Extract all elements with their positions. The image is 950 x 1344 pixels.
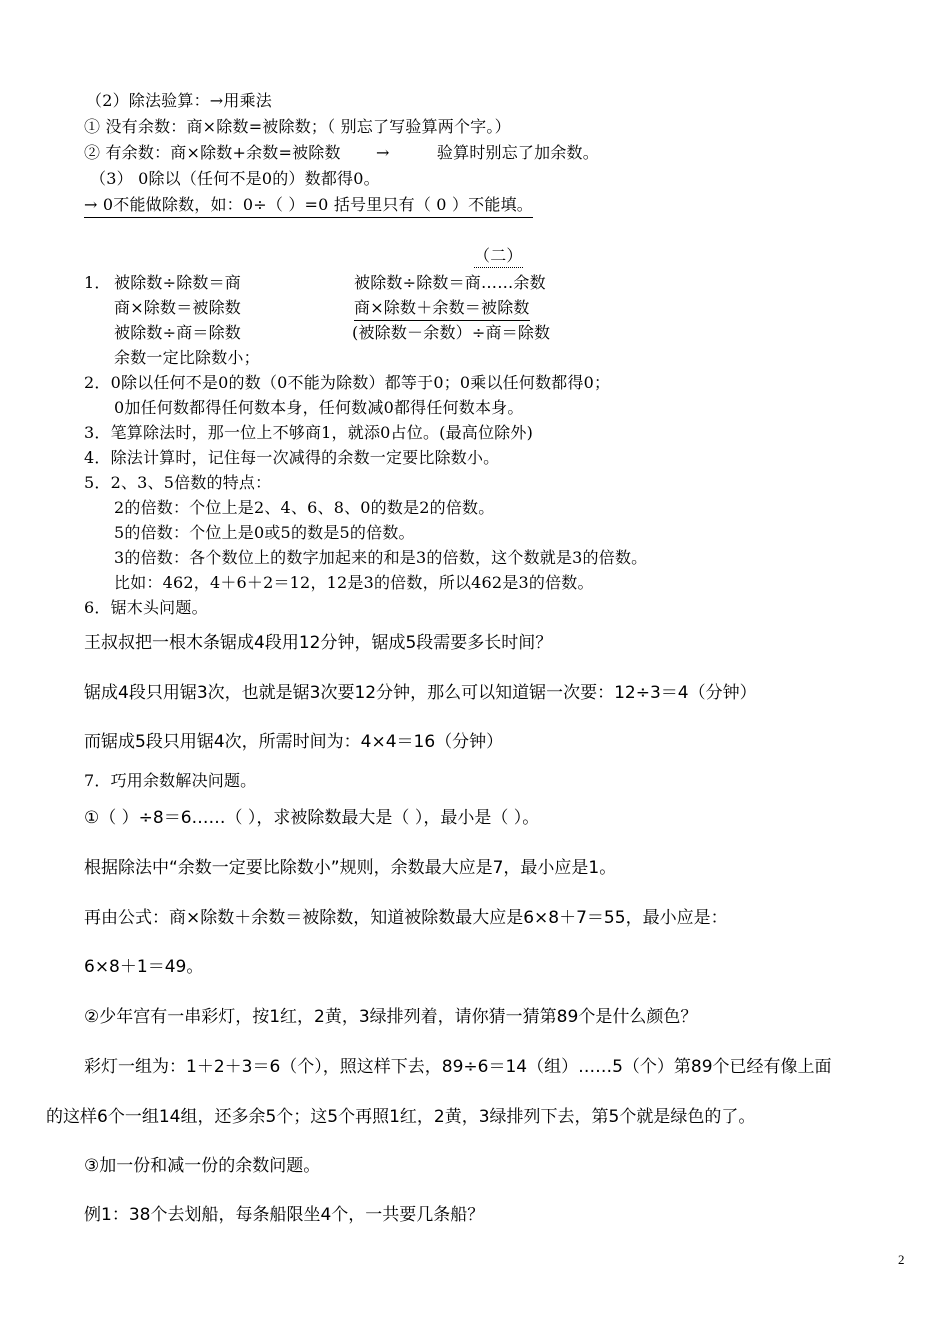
item3: 3．笔算除法时，那一位上不够商1，就添0占位。(最高位除外)	[84, 423, 534, 442]
multiples-of-2: 2的倍数：个位上是2、4、6、8、0的数是2的倍数。	[114, 498, 495, 517]
item5-heading: 5．2、3、5倍数的特点：	[84, 473, 272, 492]
with-remainder-note: 验算时别忘了加余数。	[436, 143, 599, 162]
formula-quotient-remainder: 被除数÷除数＝商……余数	[354, 273, 546, 292]
lights-answer-2: 的这样6个一组14组，还多余5个；这5个再照1红，2黄，3绿排列下去，第5个就是绿色的了。	[46, 1107, 756, 1127]
sawing-question: 王叔叔把一根木条锯成4段用12分钟，锯成5段需要多长时间？	[84, 633, 553, 653]
item2-line1: 2．0除以任何不是0的数（0不能为除数）都等于0；0乘以任何数都得0；	[84, 373, 611, 392]
remainder-question: ①（ ）÷8＝6……（ ），求被除数最大是（ ），最小是（ ）。	[84, 808, 540, 828]
lights-question: ②少年宫有一串彩灯，按1红，2黄，3绿排列着，请你猜一猜第89个是什么颜色？	[84, 1007, 698, 1027]
item7-heading: 7．巧用余数解决问题。	[84, 771, 257, 790]
item1-number: 1．	[84, 273, 111, 292]
sawing-answer-1: 锯成4段只用锯3次，也就是锯3次要12分钟，那么可以知道锯一次要：12÷3＝4（分钟）	[84, 683, 757, 703]
line-no-remainder: ① 没有余数：商×除数=被除数；（ 别忘了写验算两个字。）	[84, 117, 511, 136]
item4: 4．除法计算时，记住每一次减得的余数一定要比除数小。	[84, 448, 500, 467]
formula-dividend-remainder: 商×除数＋余数＝被除数	[354, 295, 530, 321]
item2-line2: 0加任何数都得任何数本身，任何数减0都得任何数本身。	[114, 398, 524, 417]
lights-answer-1: 彩灯一组为：1＋2＋3＝6（个），照这样下去，89÷6＝14（组）……5（个）第89个已经有像上面	[84, 1057, 832, 1077]
with-remainder-formula: ② 有余数：商×除数+余数=被除数	[84, 143, 341, 162]
remainder-rule: 余数一定比除数小；	[114, 348, 260, 367]
remainder-rule-explain: 根据除法中“余数一定要比除数小”规则，余数最大应是7，最小应是1。	[84, 858, 617, 878]
formula-dividend: 商×除数＝被除数	[114, 298, 242, 317]
boat-example: 例1：38个去划船，每条船限坐4个，一共要几条船？	[84, 1205, 485, 1225]
arrow-icon: →	[376, 143, 390, 162]
plus-minus-heading: ③加一份和减一份的余数问题。	[84, 1156, 321, 1176]
multiples-example: 比如：462，4＋6＋2＝12，12是3的倍数，所以462是3的倍数。	[114, 573, 594, 592]
line-zero-not-divisor: → 0不能做除数，如：0÷（ ）=0 括号里只有（ 0 ）不能填。	[84, 192, 533, 218]
section-heading: （二）	[474, 243, 523, 268]
line-with-remainder	[84, 140, 599, 163]
formula-divisor-remainder: (被除数－余数）÷商＝除数	[352, 323, 551, 342]
remainder-min-calc: 6×8＋1＝49。	[84, 957, 204, 977]
sawing-answer-2: 而锯成5段只用锯4次，所需时间为：4×4＝16（分钟）	[84, 732, 504, 752]
line-zero-divided: （3） 0除以（任何不是0的）数都得0。	[90, 169, 380, 188]
remainder-formula-explain: 再由公式：商×除数＋余数＝被除数，知道被除数最大应是6×8＋7＝55，最小应是：	[84, 908, 728, 928]
formula-divisor: 被除数÷商＝除数	[114, 323, 242, 342]
formula-quotient: 被除数÷除数＝商	[114, 273, 242, 292]
item6-heading: 6．锯木头问题。	[84, 598, 208, 617]
multiples-of-5: 5的倍数：个位上是0或5的数是5的倍数。	[114, 523, 415, 542]
page-number: 2	[898, 1252, 905, 1267]
multiples-of-3: 3的倍数：各个数位上的数字加起来的和是3的倍数，这个数就是3的倍数。	[114, 548, 648, 567]
line-division-check: （2）除法验算：→用乘法	[86, 91, 272, 110]
